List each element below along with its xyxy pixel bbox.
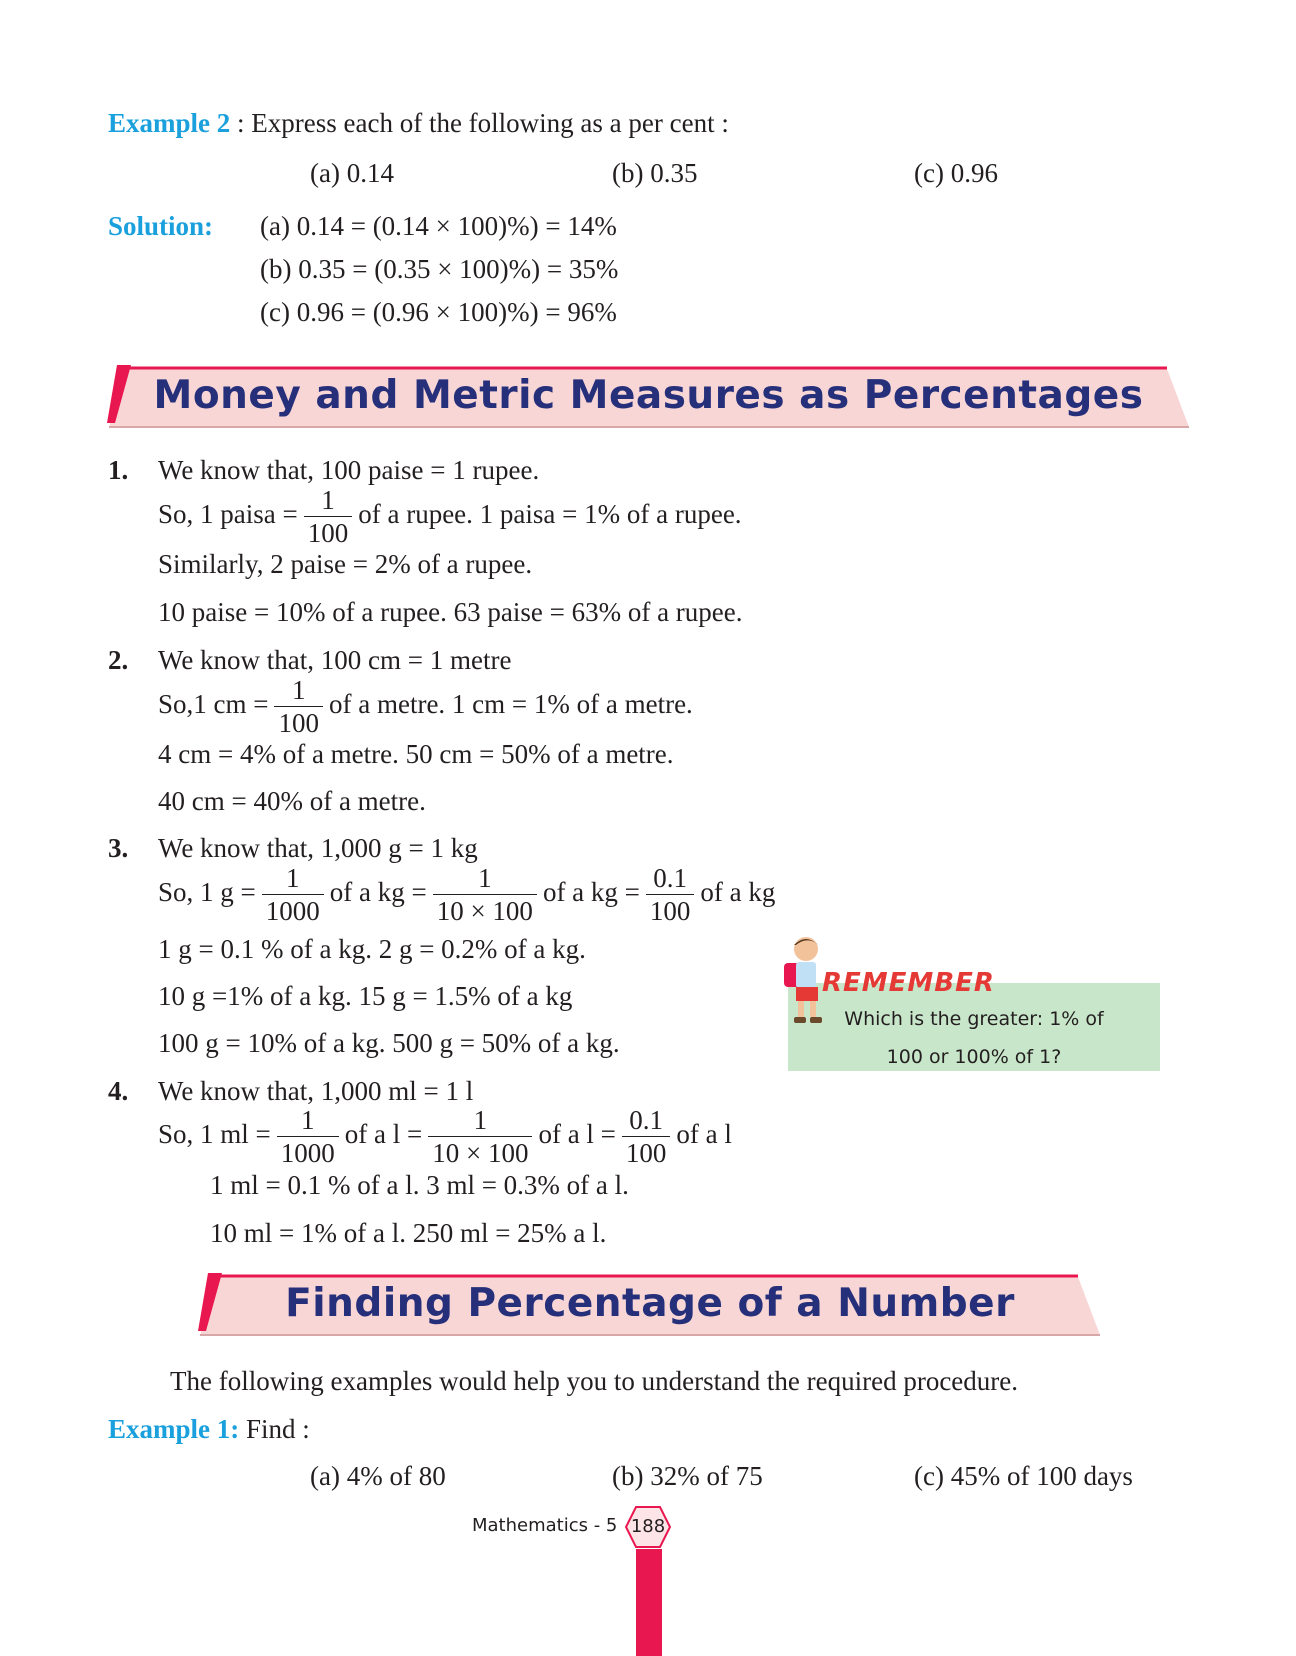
banner-title: Finding Percentage of a Number (285, 1281, 1015, 1326)
fraction: $\frac{0.1}{100}$ (622, 1106, 671, 1168)
p1-line2: So, 1 paisa = $\frac{1}{100}$ of a rupee. 1 paisa = 1% of a rupee. (158, 485, 742, 549)
example2-heading (108, 108, 729, 139)
p3-line5: 100 g = 10% of a kg. 500 g = 50% of a kg. (158, 1028, 620, 1058)
book-title: Mathematics - 5 (472, 1515, 618, 1536)
solution-line-b: (b) 0.35 = (0.35 × 100)%) = 35% (260, 254, 619, 284)
item-number-2: 2. (108, 645, 129, 675)
fraction: $\frac{1}{10 \times 100}$ (433, 864, 537, 926)
remember-text: Which is the greater: 1% of 100 or 100% of 1? (844, 1008, 1104, 1068)
item-number-4: 4. (108, 1076, 129, 1106)
example2-item-c: (c) 0.96 (914, 158, 998, 188)
page-edge-bar (636, 1549, 662, 1656)
page-number: 188 (630, 1516, 666, 1537)
example1-heading (108, 1414, 310, 1445)
section-banner-finding (196, 1273, 1104, 1335)
example2-item-b: (b) 0.35 (612, 158, 698, 188)
example1-label: Example 1: (108, 1414, 240, 1444)
banner-title: Money and Metric Measures as Percentages (153, 373, 1144, 418)
p2-line2: So,1 cm = $\frac{1}{100}$ of a metre. 1 cm = 1% of a metre. (158, 675, 693, 739)
p4-line3: 1 ml = 0.1 % of a l. 3 ml = 0.3% of a l. (210, 1170, 629, 1200)
p1-line4: 10 paise = 10% of a rupee. 63 paise = 63% of a rupee. (158, 597, 743, 627)
fraction: $\frac{1}{10 \times 100}$ (428, 1106, 532, 1168)
p3-line4: 10 g =1% of a kg. 15 g = 1.5% of a kg (158, 981, 573, 1011)
fraction: $\frac{1}{1000}$ (262, 864, 324, 926)
fraction: $\frac{1}{1000}$ (277, 1106, 339, 1168)
p3-line2: So, 1 g = $\frac{1}{1000}$ of a kg = $\frac{1}{10 \times 100}$ of a kg = $\frac{0.1}{100}$ of a kg (158, 863, 776, 927)
fraction: $\frac{1}{100}$ (304, 486, 353, 548)
remember-title: REMEMBER (822, 968, 995, 998)
example1-item-b: (b) 32% of 75 (612, 1461, 763, 1491)
fraction: $\frac{0.1}{100}$ (646, 864, 695, 926)
example2-prompt: : Express each of the following as a per cent : (237, 108, 729, 138)
p1-line3: Similarly, 2 paise = 2% of a rupee. (158, 549, 533, 579)
section-banner-money (105, 365, 1192, 427)
p4-line1: We know that, 1,000 ml = 1 l (158, 1076, 474, 1106)
example2-label: Example 2 (108, 108, 231, 138)
item-number-1: 1. (108, 455, 129, 485)
item-number-3: 3. (108, 833, 129, 863)
solution-line-a: (a) 0.14 = (0.14 × 100)%) = 14% (260, 211, 617, 241)
example1-item-c: (c) 45% of 100 days (914, 1461, 1133, 1491)
intro-text: The following examples would help you to understand the required procedure. (170, 1366, 1019, 1396)
p2-line1: We know that, 100 cm = 1 metre (158, 645, 512, 675)
example1-item-a: (a) 4% of 80 (310, 1461, 446, 1491)
p3-line3: 1 g = 0.1 % of a kg. 2 g = 0.2% of a kg. (158, 934, 586, 964)
p3-line1: We know that, 1,000 g = 1 kg (158, 833, 478, 863)
example1-prompt: Find : (246, 1414, 310, 1444)
solution-line-c: (c) 0.96 = (0.96 × 100)%) = 96% (260, 297, 617, 327)
p2-line4: 40 cm = 40% of a metre. (158, 786, 426, 816)
p2-line3: 4 cm = 4% of a metre. 50 cm = 50% of a metre. (158, 739, 674, 769)
solution-label: Solution: (108, 211, 214, 241)
p1-line1: We know that, 100 paise = 1 rupee. (158, 455, 540, 485)
p4-line4: 10 ml = 1% of a l. 250 ml = 25% a l. (210, 1218, 607, 1248)
p4-line2: So, 1 ml = $\frac{1}{1000}$ of a l = $\frac{1}{10 \times 100}$ of a l = $\frac{0.1}{100}$ of a l (158, 1105, 732, 1169)
fraction: $\frac{1}{100}$ (274, 676, 323, 738)
example2-item-a: (a) 0.14 (310, 158, 394, 188)
